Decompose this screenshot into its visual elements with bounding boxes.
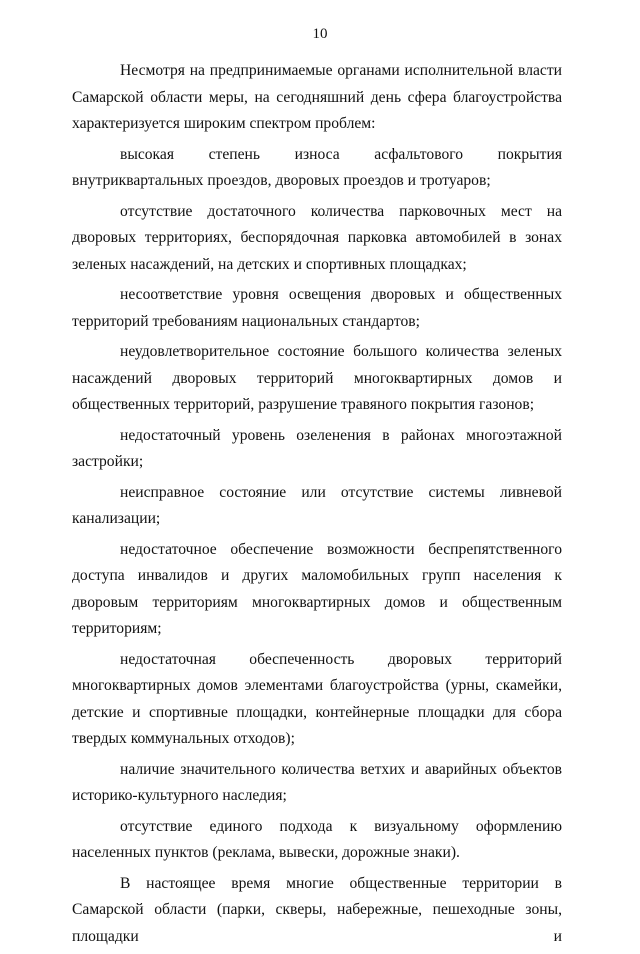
paragraph-public-territories: В настоящее время многие общественные территории в Самарской области (парки, скверы, набережные, пешеходные зоны, площадки и <box>72 874 562 945</box>
document-body <box>72 58 562 954</box>
paragraph-parking: отсутствие достаточного количества парковочных мест на дворовых территориях, беспорядочная парковка автомобилей в зонах зеленых насаждений, на детских и спортивных площадках; <box>72 202 562 273</box>
paragraph-drainage: неисправное состояние или отсутствие системы ливневой канализации; <box>72 483 562 527</box>
paragraph-green-spaces: неудовлетворительное состояние большого количества зеленых насаждений дворовых территорий многоквартирных домов и общественных территорий, разрушение травяного покрытия газонов; <box>72 343 562 413</box>
paragraph-amenities: недостаточная обеспеченность дворовых территорий многоквартирных домов элементами благоустройства (урны, скамейки, детские и спортивные площадки, контейнерные площадки для сбора твердых коммунальных отходов); <box>72 650 562 747</box>
paragraph-visual-design: отсутствие единого подхода к визуальному оформлению населенных пунктов (реклама, вывески, дорожные знаки). <box>72 817 562 861</box>
paragraph-lighting: несоответствие уровня освещения дворовых и общественных территорий требованиям национальных стандартов; <box>72 286 562 330</box>
page-number: 10 <box>312 26 328 42</box>
paragraph-landscaping: недостаточный уровень озеленения в районах многоэтажной застройки; <box>72 426 562 470</box>
paragraph-accessibility: недостаточное обеспечение возможности беспрепятственного доступа инвалидов и других маломобильных групп населения к дворовым территориям многоквартирных домов и общественным территориям; <box>72 540 562 637</box>
paragraph-asphalt-wear: высокая степень износа асфальтового покрытия внутриквартальных проездов, дворовых проездов и тротуаров; <box>72 145 562 189</box>
paragraph-intro: Несмотря на предпринимаемые органами исполнительной власти Самарской области меры, на сегодняшний день сфера благоустройства характеризуется широким спектром проблем: <box>72 62 562 132</box>
paragraph-heritage: наличие значительного количества ветхих и аварийных объектов историко-культурного наследия; <box>72 760 562 804</box>
